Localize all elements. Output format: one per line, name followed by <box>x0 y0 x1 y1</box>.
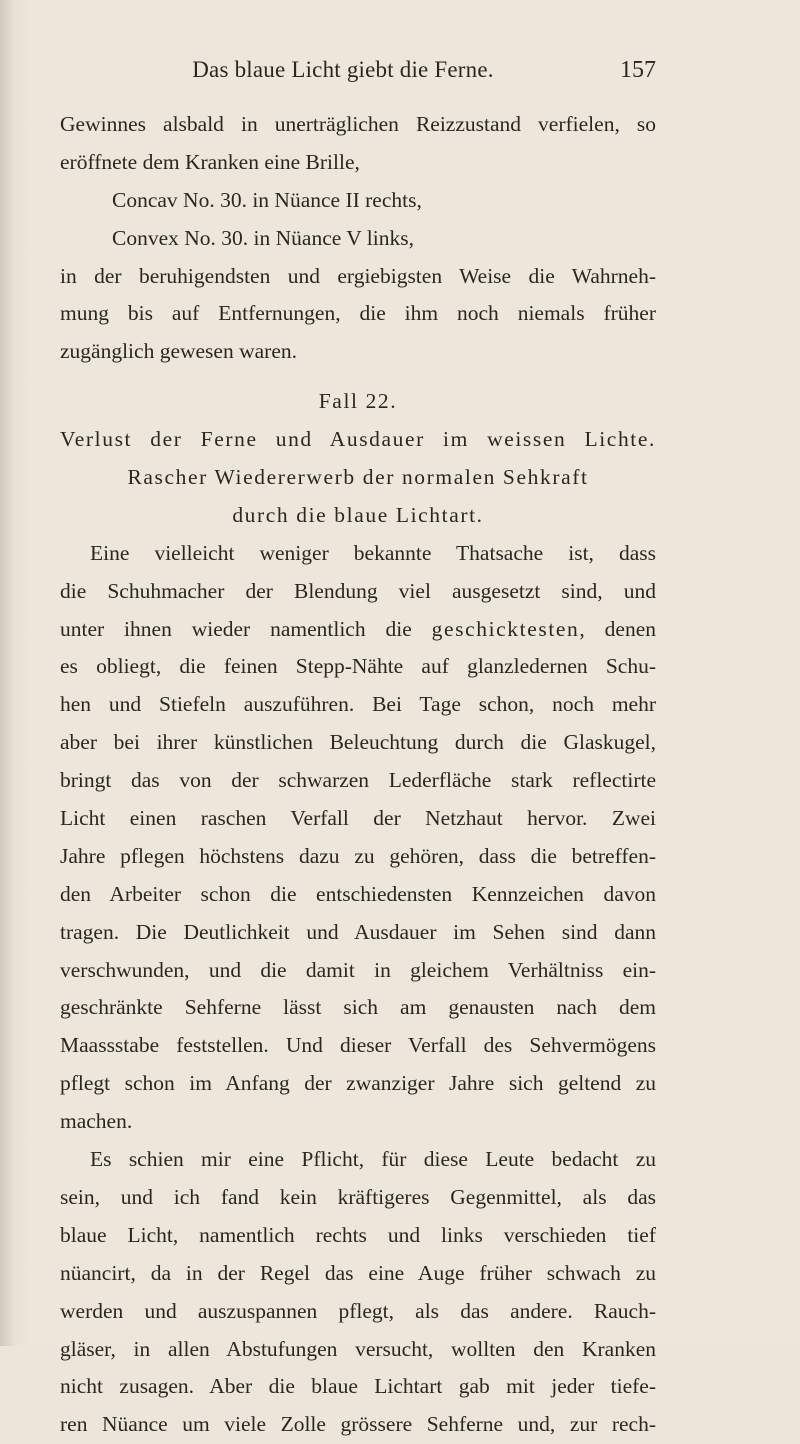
text-fragment: , denen <box>579 616 656 641</box>
text-line: pflegt schon im Anfang der zwanziger Jahre sich geltend zu <box>60 1071 656 1096</box>
text-line: tragen. Die Deutlichkeit und Ausdauer im Sehen sind dann <box>60 919 656 944</box>
text-line: hen und Stiefeln auszuführen. Bei Tage schon, noch mehr <box>60 692 656 717</box>
text-line: in der beruhigendsten und ergiebigsten Weise die Wahrneh- <box>60 263 656 288</box>
text-line: Licht einen raschen Verfall der Netzhaut hervor. Zwei <box>60 806 656 831</box>
text-line: gläser, in allen Abstufungen versucht, wollten den Kranken <box>60 1336 656 1361</box>
text-line: nicht zusagen. Aber die blaue Lichtart gab mit jeder tiefe- <box>60 1374 656 1399</box>
text-line: es obliegt, die feinen Stepp-Nähte auf glanzledernen Schu- <box>60 654 656 679</box>
text-line: Convex No. 30. in Nüance V links, <box>112 225 414 250</box>
page-number: 157 <box>620 57 656 83</box>
text-line: blaue Licht, namentlich rechts und links verschieden tief <box>60 1222 656 1247</box>
text-line: ren Nüance um viele Zolle grössere Sehferne und, zur rech- <box>60 1412 656 1437</box>
text-line: Concav No. 30. in Nüance II rechts, <box>112 187 422 212</box>
text-line: geschränkte Sehferne lässt sich am genausten nach dem <box>60 995 656 1020</box>
page-body <box>60 106 656 1444</box>
text-line: den Arbeiter schon die entschiedensten Kennzeichen davon <box>60 881 656 906</box>
case-heading-line: Verlust der Ferne und Ausdauer im weissen Lichte. <box>60 427 656 452</box>
text-fragment: unter ihnen wieder namentlich die <box>60 616 432 641</box>
text-line <box>60 611 656 649</box>
text-line: machen. <box>60 1109 133 1134</box>
text-line: mung bis auf Entfernungen, die ihm noch niemals früher <box>60 301 656 326</box>
text-line: verschwunden, und die damit in gleichem Verhältniss ein- <box>60 957 656 982</box>
text-line: werden und auszuspannen pflegt, als das andere. Rauch- <box>60 1298 656 1323</box>
text-line: nüancirt, da in der Regel das eine Auge früher schwach zu <box>60 1260 656 1285</box>
text-line: Maassstabe feststellen. Und dieser Verfall des Sehvermögens <box>60 1033 656 1058</box>
text-line: Eine vielleicht weniger bekannte Thatsache ist, dass <box>90 540 656 565</box>
case-heading-line: durch die blaue Lichtart. <box>232 502 484 527</box>
case-heading-line: Rascher Wiedererwerb der normalen Sehkraft <box>127 465 589 490</box>
text-line: Jahre pflegen höchstens dazu zu gehören, dass die betreffen- <box>60 843 656 868</box>
text-line: sein, und ich fand kein kräftigeres Gegenmittel, als das <box>60 1184 656 1209</box>
text-line: eröffnete dem Kranken eine Brille, <box>60 149 360 174</box>
text-line: Es schien mir eine Pflicht, für diese Leute bedacht zu <box>90 1147 656 1172</box>
spacer <box>60 371 656 383</box>
page-header <box>60 52 656 88</box>
emphasized-word: geschicktesten <box>431 616 580 641</box>
text-line: Gewinnes alsbald in unerträglichen Reizzustand verfielen, so <box>60 112 656 136</box>
text-line: aber bei ihrer künstlichen Beleuchtung durch die Glaskugel, <box>60 730 656 755</box>
text-line: zugänglich gewesen waren. <box>60 339 297 364</box>
text-line: die Schuhmacher der Blendung viel ausgesetzt sind, und <box>60 578 656 603</box>
text-line: bringt das von der schwarzen Lederfläche stark reflectirte <box>60 768 656 793</box>
case-title: Fall 22. <box>318 389 398 414</box>
running-title: Das blaue Licht giebt die Ferne. <box>192 57 494 82</box>
